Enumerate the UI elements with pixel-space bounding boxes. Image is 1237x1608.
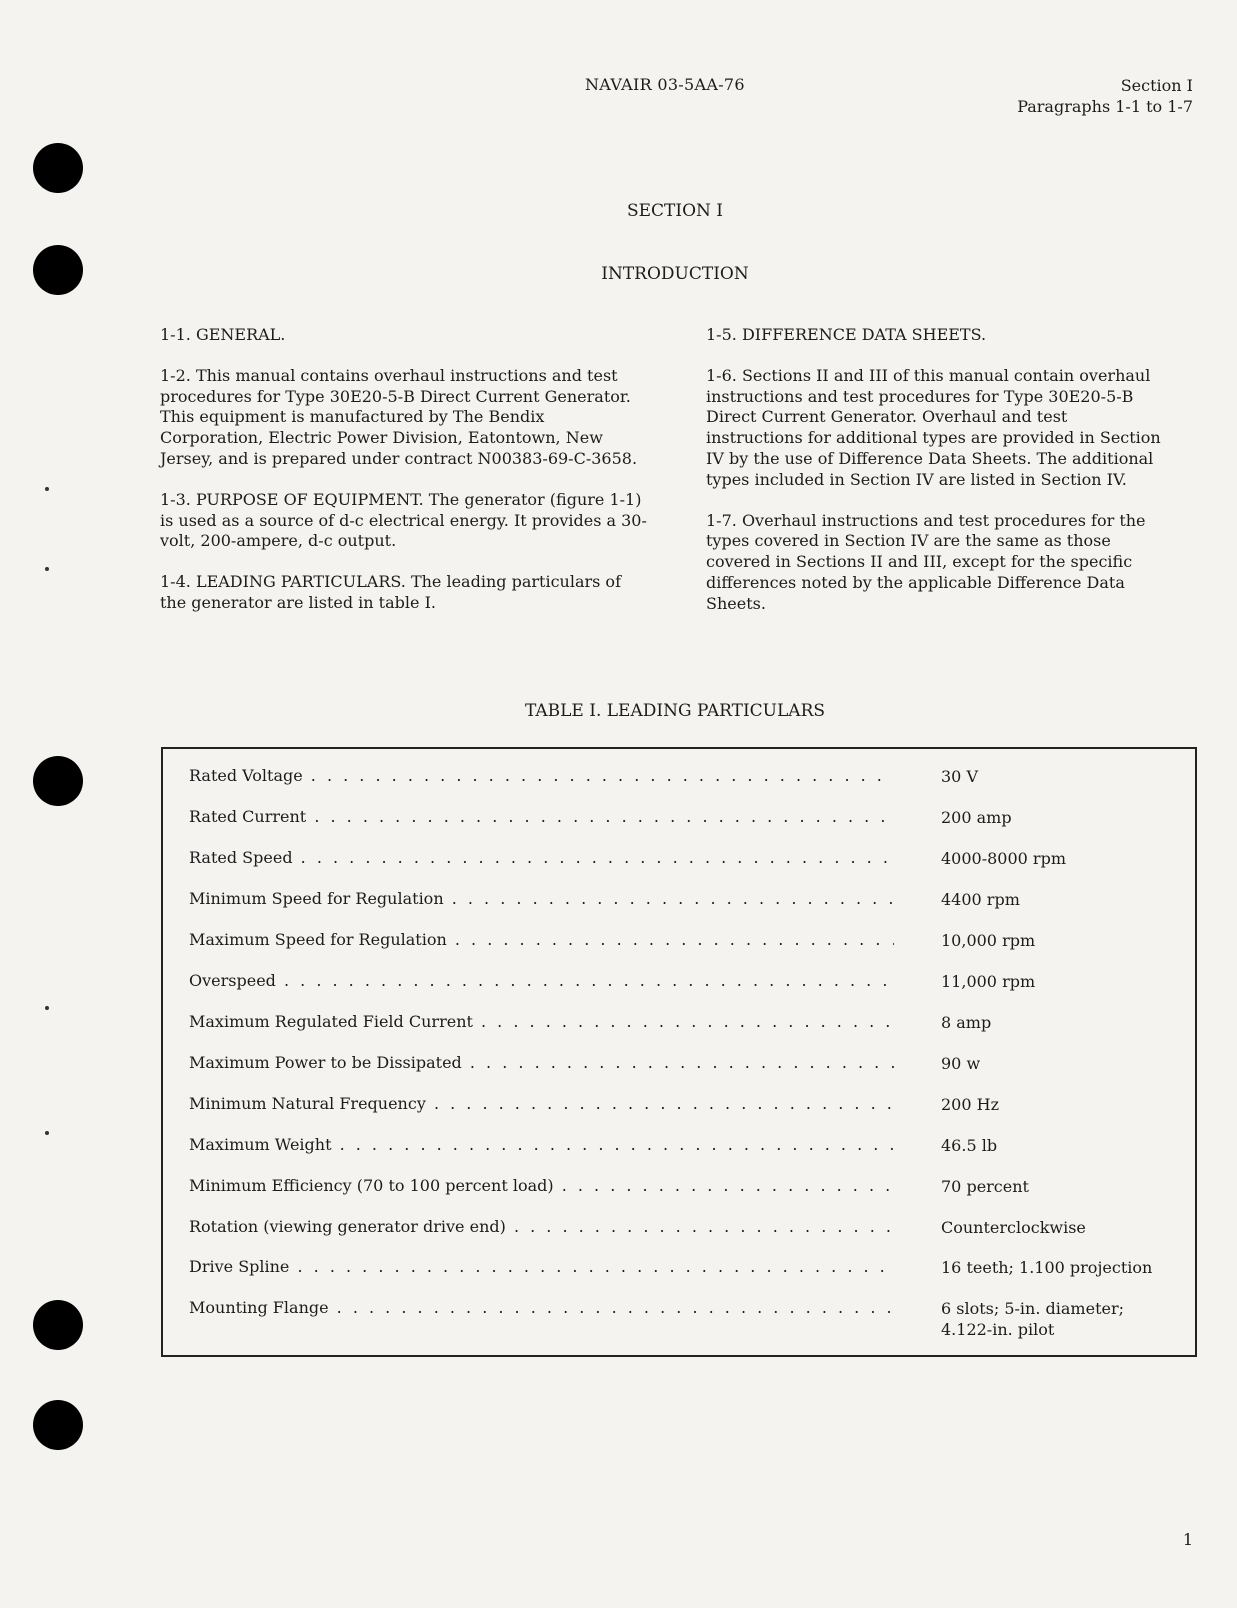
row-value: 4400 rpm <box>941 890 1020 909</box>
paragraph: 1-2. This manual contains overhaul instructions and test procedures for Type 30E20-5-B Direct Current Generator. This equipment is manufactured by The Bendix Corporation, Electric Power Division, Eatontown, New Jersey, and is prepared under contract N00383-69-C-3658. <box>160 365 638 468</box>
binder-hole <box>33 143 83 193</box>
row-value-line: 6 slots; 5-in. diameter; <box>941 1299 1124 1318</box>
row-value: 46.5 lb <box>941 1136 998 1155</box>
row-value: Counterclockwise <box>941 1218 1086 1237</box>
row-label: Maximum Weight . . . <box>189 1135 894 1154</box>
row-value: 10,000 rpm <box>941 931 1036 950</box>
paragraph: 1-4. LEADING PARTICULARS. The leading particulars of the generator are listed in table I. <box>160 572 621 612</box>
left-column <box>160 325 648 634</box>
row-value: 200 amp <box>941 808 1012 827</box>
document-number: NAVAIR 03-5AA-76 <box>585 75 745 94</box>
margin-mark <box>45 567 49 571</box>
row-value: 16 teeth; 1.100 projection <box>941 1258 1153 1277</box>
row-label: Drive Spline . . . <box>189 1257 894 1276</box>
table-title: TABLE I. LEADING PARTICULARS <box>524 701 826 721</box>
row-label: Rotation (viewing generator drive end) . . . <box>189 1217 894 1236</box>
row-label: Rated Current . . . <box>189 807 894 826</box>
paragraph: 1-6. Sections II and III of this manual contain overhaul instructions and test procedures for Type 30E20-5-B Direct Current Generator. Overhaul and test instructions for additional types are provided in Section IV by the use of Difference Data Sheets. The additional types included in Section IV are listed in Section IV. <box>706 365 1161 489</box>
section-label: Section I <box>1120 76 1193 95</box>
row-label: Maximum Power to be Dissipated . . . <box>189 1053 894 1072</box>
margin-mark <box>45 1131 49 1135</box>
right-column <box>706 325 1162 635</box>
binder-hole <box>33 1400 83 1450</box>
section-title: SECTION I <box>626 201 724 221</box>
section-subtitle: INTRODUCTION <box>601 264 749 284</box>
leading-particulars-table <box>161 747 1197 1357</box>
page-number: 1 <box>1182 1530 1193 1549</box>
row-value: 30 V <box>941 767 978 786</box>
row-label: Rated Voltage . . . <box>189 766 894 785</box>
row-label: Rated Speed . . . <box>189 848 894 867</box>
binder-hole <box>33 756 83 806</box>
paragraph: 1-1. GENERAL. <box>160 325 286 344</box>
row-label: Mounting Flange . . . <box>189 1298 894 1317</box>
row-label: Maximum Regulated Field Current . . . <box>189 1012 894 1031</box>
row-label: Minimum Speed for Regulation . . . <box>189 889 894 908</box>
row-label: Minimum Efficiency (70 to 100 percent load) . . . <box>189 1176 894 1195</box>
row-value: 11,000 rpm <box>941 972 1036 991</box>
row-value-line: 4.122-in. pilot <box>941 1320 1055 1339</box>
paragraph: 1-3. PURPOSE OF EQUIPMENT. The generator (figure 1-1) is used as a source of d-c electrical energy. It provides a 30-volt, 200-ampere, d-c output. <box>160 489 647 551</box>
row-label: Overspeed . . . <box>189 971 894 990</box>
row-value: 90 w <box>941 1054 981 1073</box>
row-value <box>941 1298 1124 1340</box>
paragraph: 1-7. Overhaul instructions and test procedures for the types covered in Section IV are the same as those covered in Sections II and III, except for the specific differences noted by the applicable Difference Data Sheets. <box>706 510 1146 613</box>
row-value: 70 percent <box>941 1177 1029 1196</box>
row-value: 8 amp <box>941 1013 992 1032</box>
section-reference <box>1017 75 1193 117</box>
paragraph: 1-5. DIFFERENCE DATA SHEETS. <box>706 325 987 344</box>
row-value: 4000-8000 rpm <box>941 849 1066 868</box>
margin-mark <box>45 1006 49 1010</box>
margin-mark <box>45 487 49 491</box>
row-label: Maximum Speed for Regulation . . . <box>189 930 894 949</box>
row-label: Minimum Natural Frequency . . . <box>189 1094 894 1113</box>
row-value: 200 Hz <box>941 1095 1000 1114</box>
binder-hole <box>33 1300 83 1350</box>
paragraph-range: Paragraphs 1-1 to 1-7 <box>1017 97 1193 116</box>
